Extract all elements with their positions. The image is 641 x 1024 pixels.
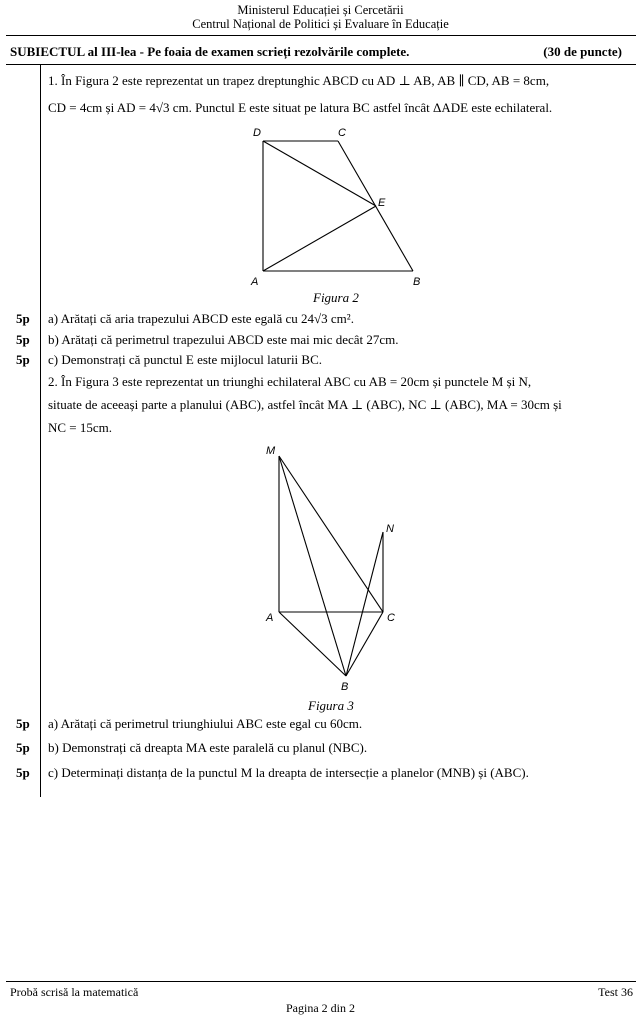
label-B: B <box>341 681 349 693</box>
footer-right: Test 36 <box>598 985 633 999</box>
label-E: E <box>378 197 386 209</box>
footer-left: Probă scrisă la matematică <box>10 985 139 999</box>
problem2-statement-line3: NC = 15cm. <box>48 420 113 435</box>
label-M: M <box>266 445 276 457</box>
subject-title: SUBIECTUL al III-lea - Pe foaia de examen scrieți rezolvările complete. <box>10 44 410 59</box>
figure-3-caption: Figura 3 <box>308 698 354 713</box>
segment-AE <box>263 206 376 271</box>
page-header <box>0 3 641 31</box>
header-rule <box>6 35 636 36</box>
figure-2-caption: Figura 2 <box>313 290 359 305</box>
subject-points: (30 de puncte) <box>543 44 622 59</box>
subject-rule <box>6 64 636 65</box>
problem2-c-points: 5p <box>16 765 30 780</box>
figure-3-diagram <box>255 440 415 696</box>
center-name: Centrul Național de Politici și Evaluare în Educație <box>192 17 449 31</box>
subject-title-bar <box>10 44 630 60</box>
label-N: N <box>386 523 394 535</box>
segment-MC <box>279 456 383 612</box>
problem1-b-points: 5p <box>16 332 30 347</box>
problem2-statement-line1: 2. În Figura 3 este reprezentat un triunghi echilateral ABC cu AB = 20cm și punctele M și N, <box>48 374 532 389</box>
segment-CB <box>346 612 383 676</box>
problem2-b-text: b) Demonstrați că dreapta MA este paralelă cu planul (NBC). <box>48 740 368 755</box>
problem2-c-text: c) Determinați distanța de la punctul M la dreapta de intersecție a planelor (MNB) și (ABC). <box>48 765 529 780</box>
label-B: B <box>413 276 421 288</box>
label-C: C <box>387 612 395 624</box>
problem1-statement-line1: 1. În Figura 2 este reprezentat un trapez dreptunghic ABCD cu AD ⊥ AB, AB ∥ CD, AB = 8cm, <box>48 73 550 88</box>
problem1-statement-line2: CD = 4cm și AD = 4√3 cm. Punctul E este situat pe latura BC astfel încât ΔADE este echilateral. <box>48 100 553 115</box>
segment-MB <box>279 456 346 676</box>
points-column-divider <box>40 64 41 797</box>
label-C: C <box>338 127 346 139</box>
label-A: A <box>251 276 259 288</box>
footer-page-number: Pagina 2 din 2 <box>286 1001 355 1015</box>
problem1-b-text: b) Arătați că perimetrul trapezului ABCD este mai mic decât 27cm. <box>48 332 399 347</box>
segment-DE <box>263 141 376 206</box>
problem2-a-text: a) Arătați că perimetrul triunghiului ABC este egal cu 60cm. <box>48 716 363 731</box>
problem1-a-text: a) Arătați că aria trapezului ABCD este egală cu 24√3 cm². <box>48 311 354 326</box>
footer-rule <box>6 981 636 982</box>
problem2-a-points: 5p <box>16 716 30 731</box>
problem1-c-text: c) Demonstrați că punctul E este mijlocul laturii BC. <box>48 352 323 367</box>
label-A: A <box>266 612 274 624</box>
ministry-name: Ministerul Educației și Cercetării <box>237 3 404 17</box>
problem2-statement-line2: situate de aceeași parte a planului (ABC), astfel încât MA ⊥ (ABC), NC ⊥ (ABC), MA = 30cm și <box>48 397 562 412</box>
problem1-c-points: 5p <box>16 352 30 367</box>
label-D: D <box>253 127 261 139</box>
problem1-a-points: 5p <box>16 311 30 326</box>
problem2-b-points: 5p <box>16 740 30 755</box>
figure-2-diagram <box>245 123 435 293</box>
